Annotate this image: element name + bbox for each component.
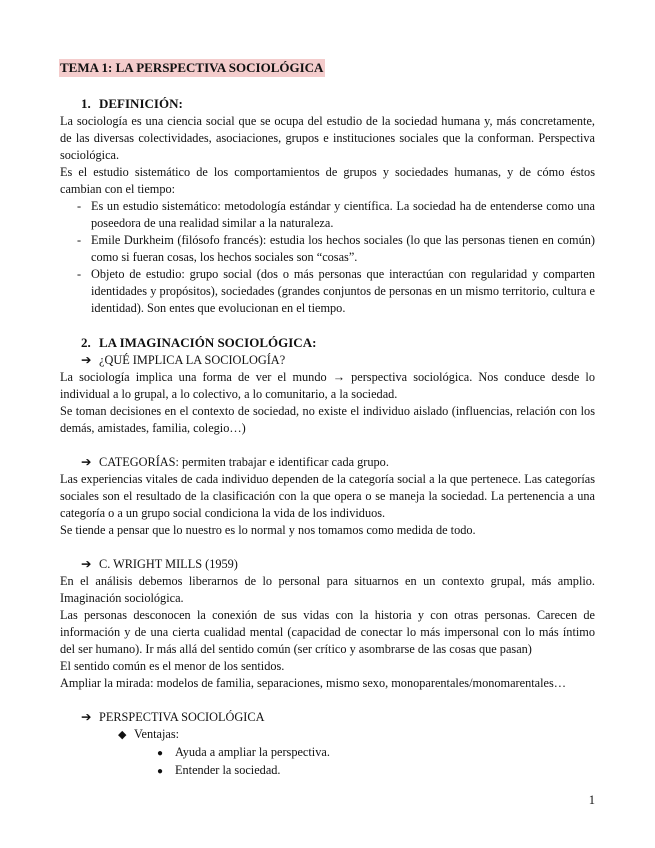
subheading-categorias: ➔ CATEGORÍAS: permiten trabajar e identificar cada grupo. xyxy=(81,455,389,469)
bullet-icon: ● xyxy=(157,766,164,777)
subheading-wright-mills: ➔ C. WRIGHT MILLS (1959) xyxy=(81,557,238,571)
arrow-icon: ➔ xyxy=(81,710,92,724)
subheading-perspectiva: ➔ PERSPECTIVA SOCIOLÓGICA xyxy=(81,710,265,724)
list-item: ● Ayuda a ampliar la perspectiva. xyxy=(60,744,595,762)
paragraph: Las personas desconocen la conexión de sus vidas con la historia y con otras personas. Carecen de información y de una cierta cualidad mental (capacidad de conectar lo más impersonal con lo más íntimo del ser humano). Ir más allá del sentido común (ser crítico y asombrarse de las cosas que pasan) xyxy=(60,608,595,656)
paragraph: Ampliar la mirada: modelos de familia, separaciones, mismo sexo, monoparentales/monomarentales… xyxy=(60,676,567,690)
page-number: 1 xyxy=(588,793,595,807)
dash-list xyxy=(60,198,595,317)
diamond-bullet-icon: ◆ xyxy=(118,729,127,741)
list-item: - Objeto de estudio: grupo social (dos o más personas que interactúan con regularidad y comparten identidades y propósitos), sociedades (grandes conjuntos de personas en un mismo territorio, cultura e identidad). Son entes que evolucionan en el tiempo. xyxy=(77,267,595,315)
arrow-icon: ➔ xyxy=(81,557,92,571)
subheading-que-implica: ➔ ¿QUÉ IMPLICA LA SOCIOLOGÍA? xyxy=(81,353,286,367)
document-title: TEMA 1: LA PERSPECTIVA SOCIOLÓGICA xyxy=(60,60,324,75)
bullet-icon: ● xyxy=(157,748,164,759)
arrow-icon: ➔ xyxy=(81,353,92,367)
ventajas-label: ◆ Ventajas: xyxy=(60,726,595,744)
paragraph: Se toman decisiones en el contexto de sociedad, no existe el individuo aislado (influencias, relación con los demás, amistades, familia, colegio…) xyxy=(60,404,595,435)
paragraph: La sociología es una ciencia social que se ocupa del estudio de la sociedad humana y, más concretamente, de las diversas colectividades, asociaciones, grupos e instituciones sociales que la conforman. Perspectiva sociológica. xyxy=(60,114,595,162)
document-content xyxy=(60,59,595,780)
section-heading-imaginacion: 2. LA IMAGINACIÓN SOCIOLÓGICA: xyxy=(81,335,317,350)
section-heading-definicion: 1. DEFINICIÓN: xyxy=(81,96,183,111)
arrow-icon: ➔ xyxy=(81,455,92,469)
paragraph: Es el estudio sistemático de los comportamientos de grupos y sociedades humanas, y de cómo éstos cambian con el tiempo: xyxy=(60,165,595,196)
paragraph: En el análisis debemos liberarnos de lo personal para situarnos en un contexto grupal, más amplio. Imaginación sociológica. xyxy=(60,574,595,605)
paragraph: Se tiende a pensar que lo nuestro es lo normal y nos tomamos como medida de todo. xyxy=(60,523,476,537)
paragraph: El sentido común es el menor de los sentidos. xyxy=(60,659,285,673)
paragraph: Las experiencias vitales de cada individuo dependen de la categoría social a la que pertenece. Las categorías sociales son el resultado de la clasificación con la que opera o se maneja la sociedad. La pertenencia a una categoría o a un grupo social condiciona la vida de los individuos. xyxy=(60,472,595,520)
list-item: - Emile Durkheim (filósofo francés): estudia los hechos sociales (lo que las personas tienen en común) como si fueran cosas, los hechos sociales son “cosas”. xyxy=(77,233,595,264)
paragraph: La sociología implica una forma de ver el mundo → perspectiva sociológica. Nos conduce desde lo individual a lo grupal, a lo colectivo, a lo comunitario, a la sociedad. xyxy=(60,370,595,401)
list-item: ● Entender la sociedad. xyxy=(60,762,595,780)
list-item: - Es un estudio sistemático: metodología estándar y científica. La sociedad ha de entenderse como una poseedora de una realidad similar a la naturaleza. xyxy=(77,199,595,230)
